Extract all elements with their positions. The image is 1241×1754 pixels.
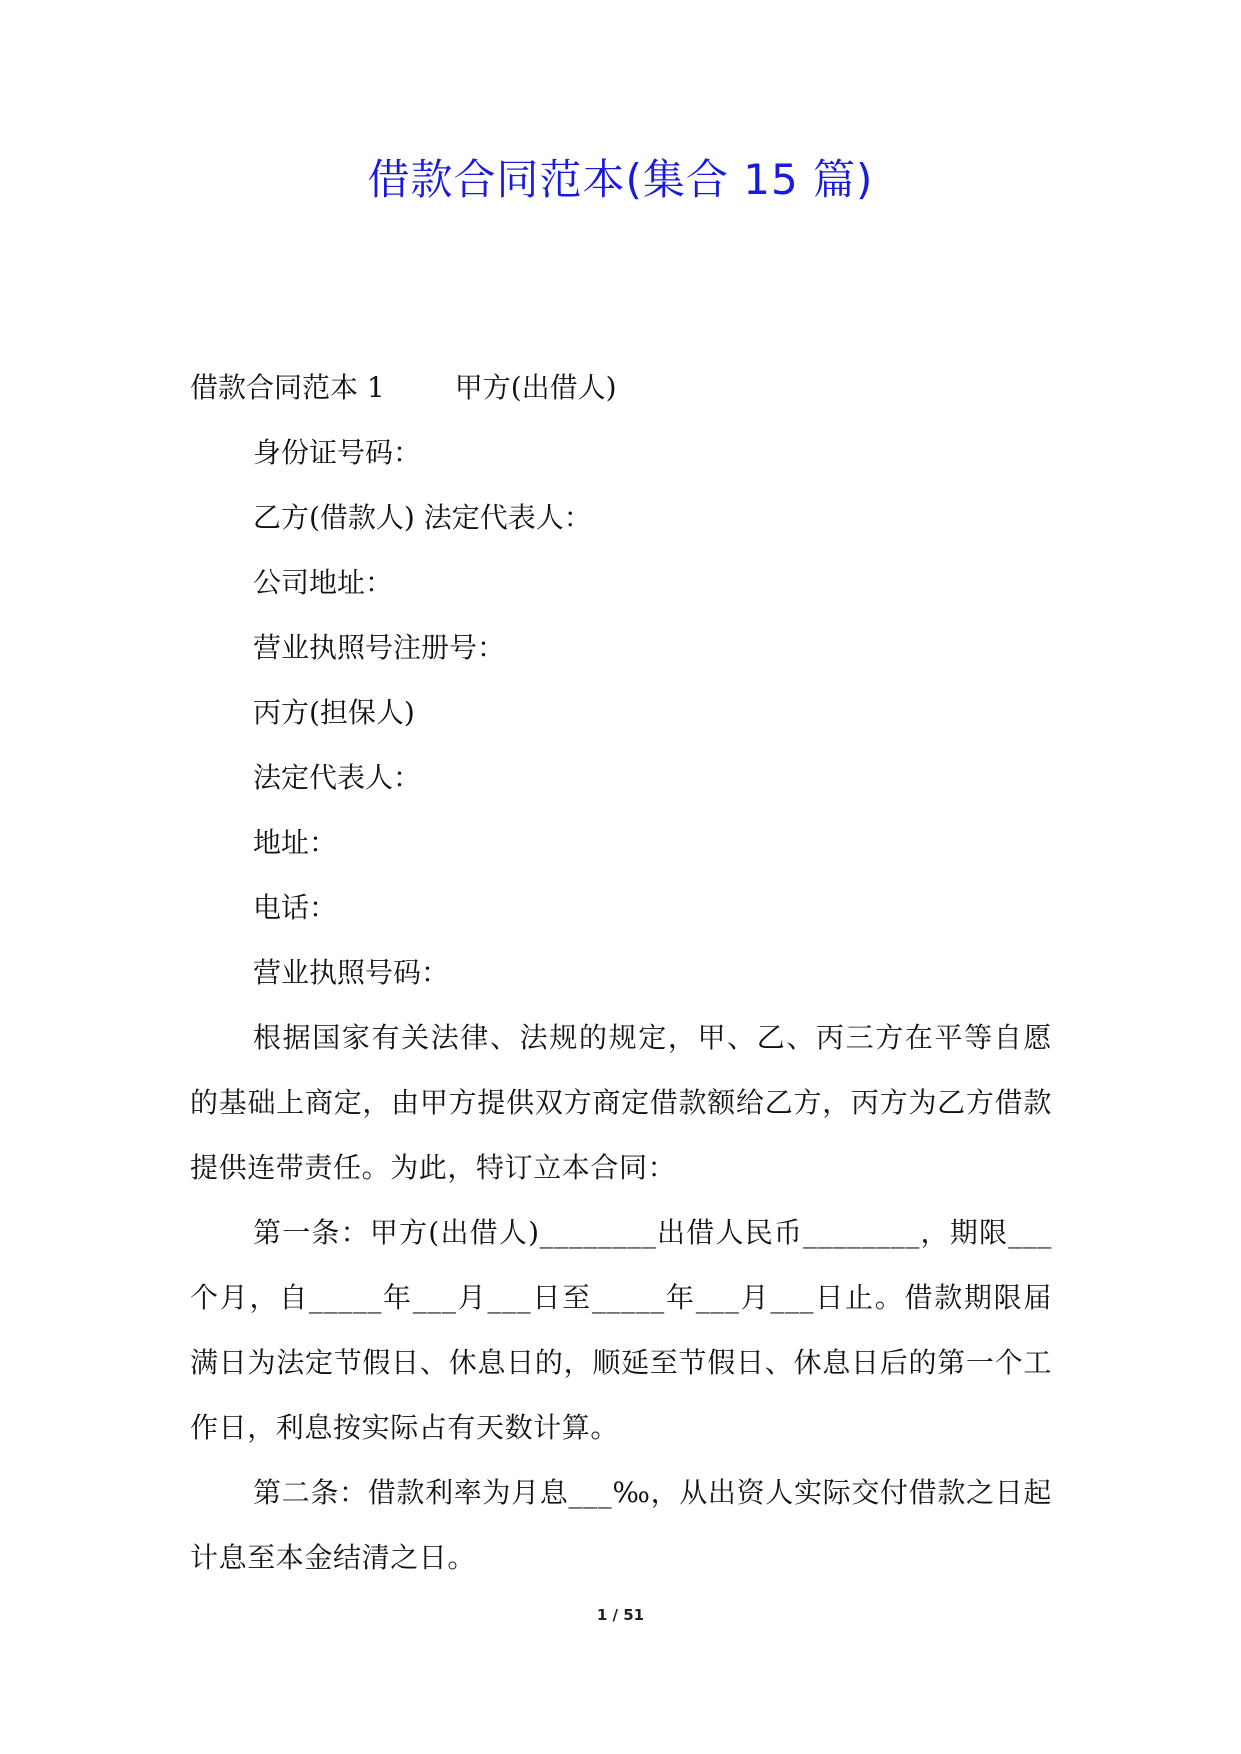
field-phone: 电话： (253, 891, 338, 924)
field-legal-representative: 法定代表人： (253, 761, 422, 794)
page-number: 1 / 51 (596, 1606, 645, 1624)
party-a-label: 甲方(出借人) (454, 371, 617, 404)
field-id-number: 身份证号码： (253, 436, 422, 469)
section-title: 借款合同范本 1 (190, 371, 385, 404)
document-title: 借款合同范本(集合 15 篇) (367, 155, 874, 204)
field-company-address: 公司地址： (253, 566, 394, 599)
field-business-license-number: 营业执照号码： (253, 956, 450, 989)
field-business-license-registration: 营业执照号注册号： (253, 631, 506, 664)
field-address: 地址： (253, 826, 338, 859)
paragraph-preamble: 根据国家有关法律、法规的规定，甲、乙、丙三方在平等自愿的基础上商定，由甲方提供双方商定借款额给乙方，丙方为乙方借款提供连带责任。为此，特订立本合同： (190, 1021, 1052, 1184)
field-party-c: 丙方(担保人) (253, 696, 415, 729)
document-body (190, 355, 1052, 1590)
paragraph-article-2: 第二条：借款利率为月息___‰，从出资人实际交付借款之日起计息至本金结清之日。 (190, 1476, 1052, 1574)
section-heading (190, 355, 1052, 420)
field-party-b: 乙方(借款人) 法定代表人： (253, 501, 592, 534)
paragraph-article-1: 第一条：甲方(出借人)________出借人民币________，期限___个月，自_____年___月___日至_____年___月___日止。借款期限届满日为法定节假日、休息日的，顺延至节假日、休息日后的第一个工作日，利息按实际占有天数计算。 (190, 1216, 1052, 1444)
